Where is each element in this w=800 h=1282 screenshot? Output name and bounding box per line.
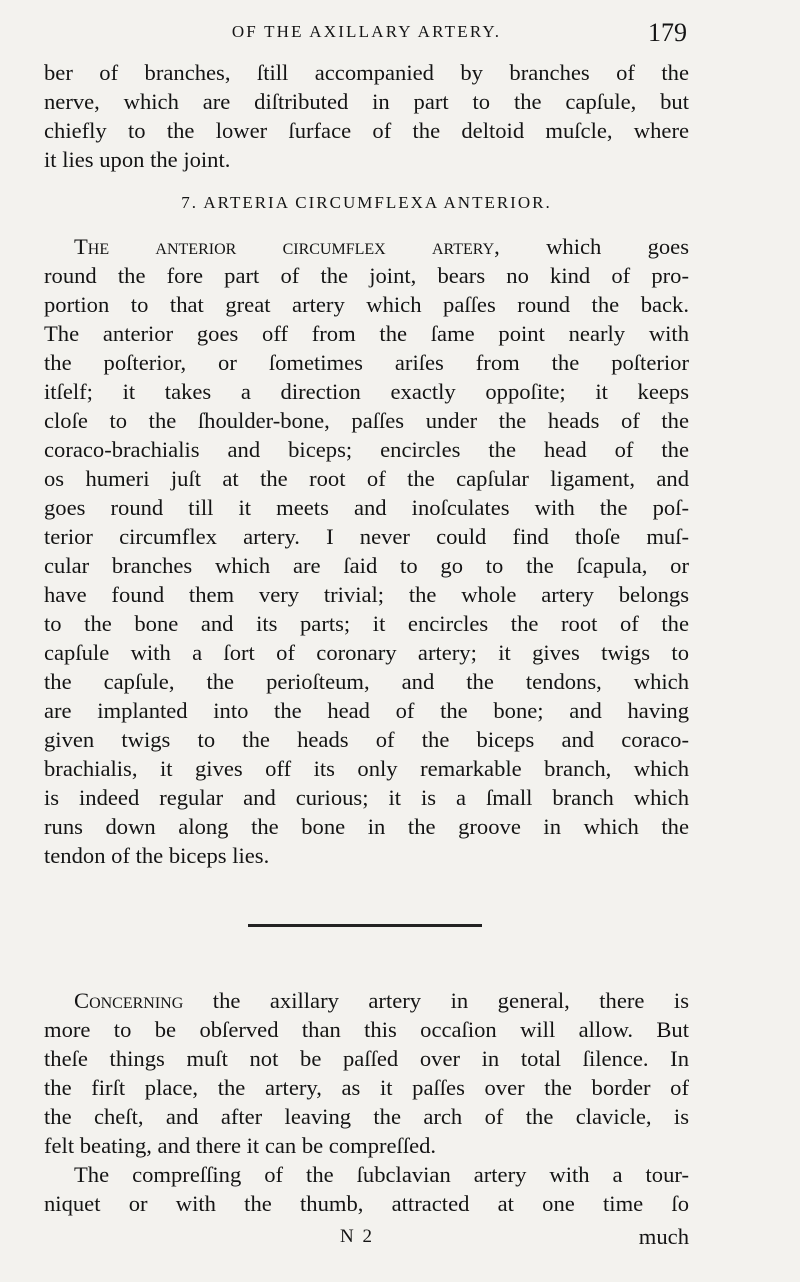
text-line: goes round till it meets and inoſculates with the poſ- — [44, 495, 689, 520]
text-line: The compreſſing of the ſubclavian artery with a tour- — [74, 1162, 689, 1187]
text-line: niquet or with the thumb, attracted at one time ſo — [44, 1191, 689, 1216]
text-line: to the bone and its parts; it encircles the root of the — [44, 611, 689, 636]
running-head: OF THE AXILLARY ARTERY. — [231, 22, 502, 41]
text-line: given twigs to the heads of the biceps and coraco- — [44, 727, 689, 752]
text-line: is indeed regular and curious; it is a ſmall branch which — [44, 785, 689, 810]
text-line: capſule with a ſort of coronary artery; it gives twigs to — [44, 640, 689, 665]
paragraph-lead-rest: the axillary artery in general, there is — [183, 988, 689, 1013]
paragraph-lead: Concerning — [74, 988, 184, 1013]
paragraph-2 — [44, 232, 689, 870]
text-line: round the fore part of the joint, bears no kind of pro- — [44, 263, 689, 288]
text-line: have found them very trivial; the whole artery belongs — [44, 582, 689, 607]
catchword: much — [638, 1224, 689, 1249]
text-line: os humeri juſt at the root of the capſular ligament, and — [44, 466, 689, 491]
text-line: cloſe to the ſhoulder-bone, paſſes under the heads of the — [44, 408, 689, 433]
page-footer — [44, 1222, 689, 1252]
paragraph-lead: The anterior circumflex artery, — [74, 234, 500, 259]
paragraph-1 — [44, 58, 689, 174]
text-line: theſe things muſt not be paſſed over in total ſilence. In — [44, 1046, 689, 1071]
text-line: itſelf; it takes a direction exactly oppoſite; it keeps — [44, 379, 689, 404]
signature-mark: N 2 — [340, 1226, 374, 1247]
text-line: brachialis, it gives off its only remarkable branch, which — [44, 756, 689, 781]
paragraph-3 — [44, 986, 689, 1160]
text-line: it lies upon the joint. — [44, 147, 231, 172]
page-header — [44, 18, 689, 50]
text-line: are implanted into the head of the bone; and having — [44, 698, 689, 723]
page-body — [44, 58, 689, 1218]
text-line: ber of branches, ſtill accompanied by branches of the — [44, 60, 689, 85]
text-line — [44, 986, 689, 1015]
text-line: tendon of the biceps lies. — [44, 843, 270, 868]
horizontal-rule — [248, 924, 482, 927]
text-line: the capſule, the perioſteum, and the tendons, which — [44, 669, 689, 694]
text-line: the cheſt, and after leaving the arch of the clavicle, is — [44, 1104, 689, 1129]
section-divider — [44, 870, 689, 986]
text-line: runs down along the bone in the groove in which the — [44, 814, 689, 839]
text-line: the firſt place, the artery, as it paſſes over the border of — [44, 1075, 689, 1100]
section-heading: 7. ARTERIA CIRCUMFLEXA ANTERIOR. — [181, 193, 552, 212]
text-line: cular branches which are ſaid to go to the ſcapula, or — [44, 553, 689, 578]
text-line: The anterior goes off from the ſame point nearly with — [44, 321, 689, 346]
text-line: terior circumflex artery. I never could find thoſe muſ- — [44, 524, 689, 549]
text-line: coraco-brachialis and biceps; encircles the head of the — [44, 437, 689, 462]
text-line: chiefly to the lower ſurface of the deltoid muſcle, where — [44, 118, 689, 143]
text-line: the poſterior, or ſometimes ariſes from the poſterior — [44, 350, 689, 375]
text-line: felt beating, and there it can be compreſſed. — [44, 1133, 437, 1158]
paragraph-4 — [44, 1160, 689, 1218]
text-line: portion to that great artery which paſſes round the back. — [44, 292, 689, 317]
text-line: nerve, which are diſtributed in part to the capſule, but — [44, 89, 689, 114]
paragraph-lead-rest: which goes — [499, 234, 689, 259]
text-line: more to be obſerved than this occaſion will allow. But — [44, 1017, 689, 1042]
page-number: 179 — [648, 18, 687, 47]
text-line — [44, 232, 689, 261]
